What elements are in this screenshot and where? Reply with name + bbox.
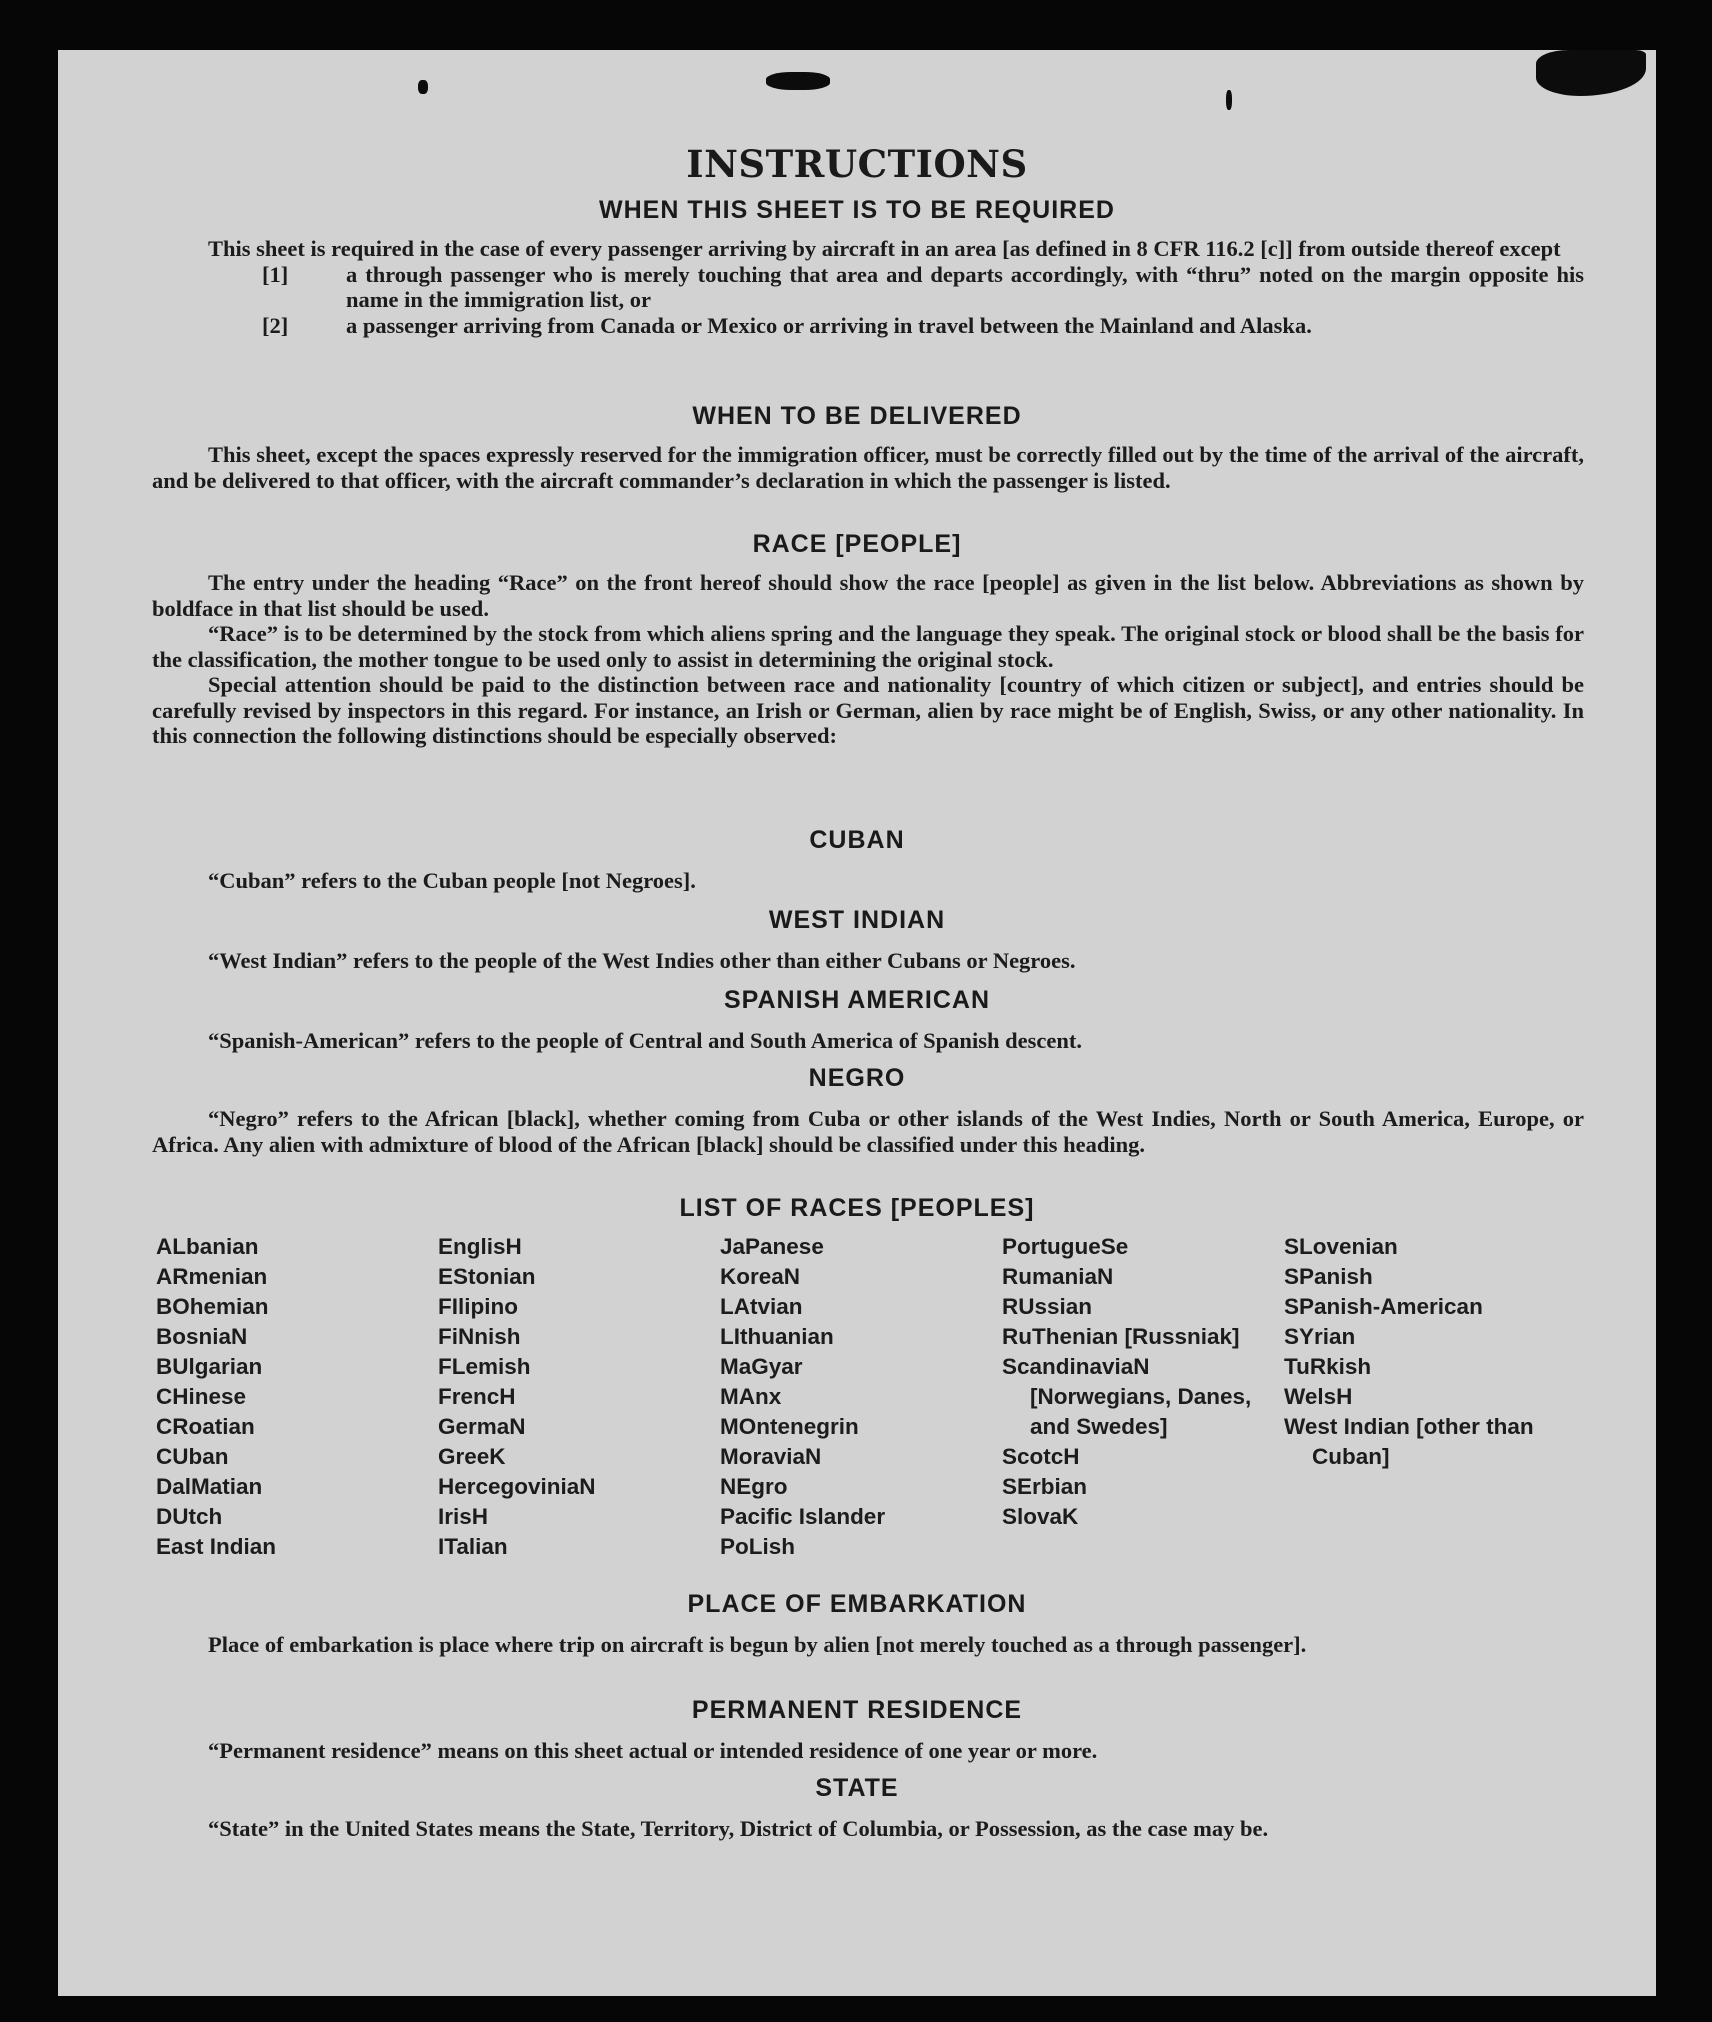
heading-required: WHEN THIS SHEET IS TO BE REQUIRED [599, 196, 1115, 224]
embarkation-text: Place of embarkation is place where trip on aircraft is begun by alien [not merely touched as a through passenger]. [208, 1632, 1307, 1657]
list-item: RumaniaN [1002, 1264, 1114, 1289]
embarkation-block [152, 1632, 1584, 1658]
list-item: CRoatian [156, 1414, 255, 1439]
list-item: ITalian [438, 1534, 508, 1559]
cuban-block [152, 868, 1584, 894]
list-item: BosniaN [156, 1324, 248, 1349]
list-item: East Indian [156, 1534, 277, 1559]
list-item: MOntenegrin [720, 1414, 859, 1439]
west-indian-block [152, 948, 1584, 974]
list-item: RUssian [1002, 1294, 1093, 1319]
list-item: PortugueSe [1002, 1234, 1129, 1259]
item-number: [2] [262, 312, 289, 338]
list-item: SlovaK [1002, 1504, 1079, 1529]
west-indian-text: “West Indian” refers to the people of the West Indies other than either Cubans or Negroes. [208, 948, 1076, 973]
delivered-text: This sheet, except the spaces expressly reserved for the immigration officer, must be correctly filled out by the time of the arrival of the aircraft, and be delivered to that officer, with the aircraft commander’s declaration in which the passenger is listed. [152, 442, 1584, 493]
item-text: a passenger arriving from Canada or Mexico or arriving in travel between the Mainland and Alaska. [346, 312, 1312, 338]
list-item: JaPanese [720, 1234, 824, 1259]
list-item: RuThenian [Russniak] [1002, 1324, 1240, 1349]
races-column [720, 1232, 990, 1562]
heading-list-of-races: LIST OF RACES [PEOPLES] [679, 1194, 1035, 1222]
list-item: IrisH [438, 1504, 489, 1529]
heading-residence: PERMANENT RESIDENCE [691, 1696, 1023, 1724]
required-block [152, 236, 1584, 338]
spanish-american-text: “Spanish-American” refers to the people of Central and South America of Spanish descent. [208, 1028, 1082, 1053]
document-page [58, 50, 1656, 1996]
list-item: CUban [156, 1444, 229, 1469]
list-item: HercegoviniaN [438, 1474, 596, 1499]
races-list [156, 1232, 1656, 1572]
list-item: DalMatian [156, 1474, 263, 1499]
list-item: FrencH [438, 1384, 516, 1409]
list-item: DUtch [156, 1504, 223, 1529]
scan-smudge [1536, 50, 1646, 96]
race-paragraph-2: “Race” is to be determined by the stock from which aliens spring and the language they speak. The original stock or blood shall be the basis for the classification, the mother tongue to be used only to assist in determining the original stock. [152, 621, 1584, 672]
list-item: MaGyar [720, 1354, 803, 1379]
list-item: BUlgarian [156, 1354, 263, 1379]
list-item: BOhemian [156, 1294, 269, 1319]
scan-smudge [418, 80, 428, 94]
list-item: LAtvian [720, 1294, 803, 1319]
list-item: SPanish [1284, 1264, 1373, 1289]
page-title: INSTRUCTIONS [686, 142, 1028, 186]
heading-negro: NEGRO [808, 1064, 906, 1092]
item-text: a through passenger who is merely touching that area and departs accordingly, with “thru” noted on the margin opposite his name in the immigration list, or [346, 261, 1584, 312]
residence-block [152, 1738, 1584, 1764]
list-item: ScandinaviaN [Norwegians, Danes, and Swedes] [1002, 1354, 1252, 1439]
required-intro: This sheet is required in the case of every passenger arriving by aircraft in an area [as defined in 8 CFR 116.2 [c]] from outside thereof except [208, 236, 1561, 261]
list-item: KoreaN [720, 1264, 801, 1289]
scan-smudge [1226, 90, 1232, 110]
list-item: MoraviaN [720, 1444, 822, 1469]
race-paragraph-1: The entry under the heading “Race” on the front hereof should show the race [people] as given in the list below. Abbreviations as shown by boldface in that list should be used. [152, 570, 1584, 621]
race-block [152, 570, 1584, 749]
list-item: EStonian [438, 1264, 536, 1289]
list-item: SYrian [1284, 1324, 1356, 1349]
heading-state: STATE [815, 1774, 899, 1802]
list-item: GreeK [438, 1444, 506, 1469]
list-item: TuRkish [1284, 1354, 1372, 1379]
item-number: [1] [262, 261, 289, 287]
spanish-american-block [152, 1028, 1584, 1054]
list-item: FiNnish [438, 1324, 521, 1349]
races-column [438, 1232, 708, 1562]
list-item [262, 262, 1584, 313]
list-item [262, 313, 1584, 339]
races-column [1284, 1232, 1544, 1472]
cuban-text: “Cuban” refers to the Cuban people [not Negroes]. [208, 868, 696, 893]
heading-delivered: WHEN TO BE DELIVERED [692, 402, 1022, 430]
list-item: ScotcH [1002, 1444, 1080, 1469]
heading-spanish-american: SPANISH AMERICAN [723, 986, 990, 1014]
list-item: EnglisH [438, 1234, 522, 1259]
list-item: GermaN [438, 1414, 526, 1439]
list-item: SPanish-American [1284, 1294, 1483, 1319]
list-item: SLovenian [1284, 1234, 1398, 1259]
scan-smudge [766, 72, 830, 90]
delivered-block [152, 442, 1584, 493]
negro-block [152, 1106, 1584, 1157]
list-item: ALbanian [156, 1234, 259, 1259]
heading-embarkation: PLACE OF EMBARKATION [687, 1590, 1027, 1618]
heading-race: RACE [PEOPLE] [752, 530, 962, 558]
list-item: WelsH [1284, 1384, 1353, 1409]
negro-text: “Negro” refers to the African [black], whether coming from Cuba or other islands of the West Indies, North or South America, Europe, or Africa. Any alien with admixture of blood of the African [black] should be classified under this heading. [152, 1106, 1584, 1157]
state-text: “State” in the United States means the State, Territory, District of Columbia, or Possession, as the case may be. [208, 1816, 1269, 1841]
heading-west-indian: WEST INDIAN [768, 906, 946, 934]
list-item: LIthuanian [720, 1324, 834, 1349]
list-item: FIlipino [438, 1294, 518, 1319]
race-paragraph-3: Special attention should be paid to the distinction between race and nationality [country of which citizen or subject], and entries should be carefully revised by inspectors in this regard. For instance, an Irish or German, alien by race might be of English, Swiss, or any other nationality. In this connection the following distinctions should be especially observed: [152, 672, 1584, 748]
list-item: Pacific Islander [720, 1504, 886, 1529]
races-column [1002, 1232, 1264, 1532]
list-item: West Indian [other than Cuban] [1284, 1414, 1534, 1469]
list-item: PoLish [720, 1534, 796, 1559]
races-column [156, 1232, 426, 1562]
list-item: SErbian [1002, 1474, 1088, 1499]
list-item: NEgro [720, 1474, 788, 1499]
list-item: MAnx [720, 1384, 782, 1409]
list-item: CHinese [156, 1384, 247, 1409]
list-item: FLemish [438, 1354, 531, 1379]
residence-text: “Permanent residence” means on this sheet actual or intended residence of one year or more. [208, 1738, 1098, 1763]
heading-cuban: CUBAN [809, 826, 905, 854]
state-block [152, 1816, 1584, 1842]
list-item: ARmenian [156, 1264, 268, 1289]
